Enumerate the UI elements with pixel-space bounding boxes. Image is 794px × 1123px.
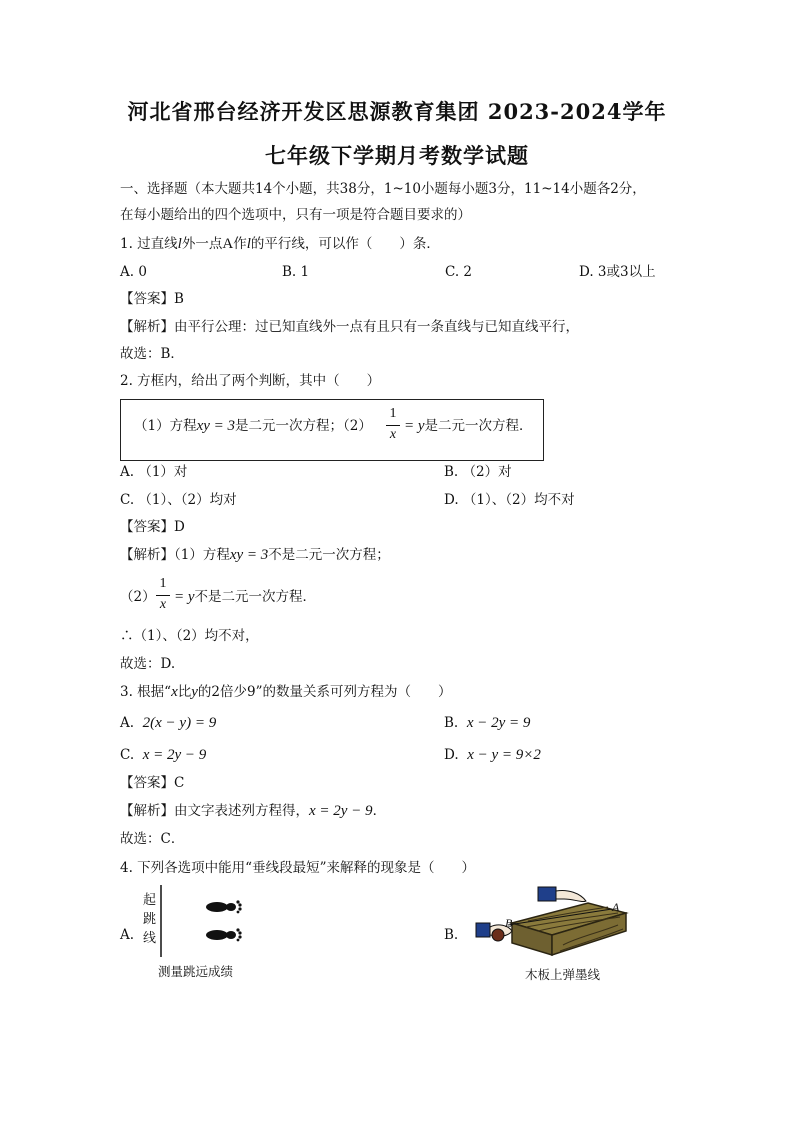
- q2-analysis2-num: 1: [159, 576, 167, 591]
- q1-option-a: A. 0: [120, 264, 147, 280]
- q2-analysis-line2: [174, 588, 316, 606]
- page-title: 河北省邢台经济开发区思源教育集团 2023-2024学年: [127, 99, 667, 124]
- q1-answer-label: 【答案】: [120, 291, 174, 307]
- q2-box-text2: [404, 417, 533, 435]
- q3-option-d-math: x − y = 9×2: [467, 747, 541, 763]
- q3-option-a: [120, 714, 216, 732]
- q1-analysis-label: 【解析】: [120, 319, 174, 335]
- q3-option-c: [120, 746, 206, 764]
- page-subtitle: 七年级下学期月考数学试题: [265, 143, 529, 168]
- q3-option-c-math: x = 2y − 9: [142, 747, 207, 763]
- q3-var-y: y: [191, 684, 198, 700]
- q1-var-l: l: [177, 236, 182, 252]
- q2-option-a: A. （1）对: [120, 464, 188, 480]
- q3-var-x: x: [171, 684, 178, 700]
- q2-analysis1-math: xy = 3: [229, 547, 269, 563]
- q3-stem-b: 比: [177, 684, 192, 700]
- q3-analysis-label: 【解析】: [120, 803, 174, 819]
- q2-answer-value: D: [174, 519, 185, 535]
- q1-conclusion: 故选：B．: [120, 346, 184, 362]
- wood-board-figure: [468, 885, 638, 965]
- q2-box-frac-num: 1: [389, 406, 397, 421]
- q4-option-a-text-3: 线: [143, 931, 157, 946]
- q4-option-a-label: A.: [120, 927, 135, 943]
- q1-option-b: B. 1: [282, 264, 310, 280]
- q2-analysis2-b: 不是二元一次方程．: [194, 589, 317, 605]
- q1-analysis-text: 由平行公理：过已知直线外一点有且只有一条直线与已知直线平行，: [174, 319, 579, 335]
- q3-stem-c: 的2倍少9”的数量关系可列方程为（ ）: [197, 684, 452, 700]
- q3-answer-label: 【答案】: [120, 775, 174, 791]
- q2-analysis-label: 【解析】: [120, 547, 174, 563]
- q2-therefore: ∴（1）、（2）均不对，: [120, 628, 259, 644]
- q1-answer-value: B: [174, 291, 184, 307]
- q2-box-frac-den: x: [389, 427, 397, 442]
- sleeve-icon-upper: [538, 887, 556, 901]
- q4-stem: 4. 下列各选项中能用“垂线段最短”来解释的现象是（ ）: [120, 860, 475, 876]
- q2-box-frac-bar: [386, 425, 400, 426]
- q2-box-part1: （1）方程: [134, 418, 197, 434]
- q2-box-text1: [134, 417, 372, 435]
- q4-option-b-point-a: A: [612, 900, 620, 914]
- sleeve-icon-lower: [476, 923, 490, 937]
- q3-option-c-label: C.: [120, 747, 135, 763]
- q3-option-a-label: A.: [120, 715, 135, 731]
- q3-stem: [120, 683, 452, 701]
- q1-answer: [120, 290, 184, 308]
- q2-analysis2-frac-bar: [156, 595, 170, 596]
- q2-stem: 2. 方框内，给出了两个判断，其中（ ）: [120, 373, 381, 389]
- q3-analysis-math: x = 2y − 9: [309, 803, 373, 819]
- q2-box-part3: 是二元一次方程．: [424, 418, 533, 434]
- q2-answer: [120, 518, 185, 536]
- q3-answer-value: C: [174, 775, 185, 791]
- q2-box-math1: xy = 3: [196, 418, 236, 434]
- section-heading-cont: 在每小题给出的四个选项中，只有一项是符合题目要求的）: [120, 207, 471, 223]
- q2-analysis1-a: （1）方程: [174, 547, 230, 563]
- q2-analysis-line1: [120, 546, 390, 564]
- hand-icon-upper: [556, 890, 586, 901]
- q4-option-a-caption: 测量跳远成绩: [158, 964, 234, 979]
- q2-answer-label: 【答案】: [120, 519, 174, 535]
- q3-stem-a: 3. 根据“: [120, 684, 172, 700]
- q2-conclusion: 故选：D.: [120, 656, 176, 672]
- q2-option-d: D. （1）、（2）均不对: [444, 492, 575, 508]
- q1-analysis: [120, 318, 579, 336]
- q1-option-d: D. 3或3以上: [579, 264, 656, 280]
- q3-analysis-end: ．: [372, 803, 387, 819]
- q1-var-l2: l: [246, 236, 251, 252]
- q1-stem-a: 1. 过直线: [120, 236, 178, 252]
- q4-option-b-caption: 木板上弹墨线: [525, 967, 601, 982]
- q3-analysis-text: 由文字表述列方程得，: [174, 803, 309, 819]
- q4-option-a-text-2: 跳: [143, 912, 157, 927]
- q2-analysis2-math: = y: [174, 589, 195, 605]
- q1-stem: [120, 235, 440, 253]
- q3-option-d-label: D.: [444, 747, 459, 763]
- q3-option-b-math: x − 2y = 9: [466, 715, 531, 731]
- q2-option-b: B. （2）对: [444, 464, 512, 480]
- q2-analysis2-a: （2）: [120, 589, 156, 605]
- q3-option-b-label: B.: [444, 715, 459, 731]
- jump-figure: [155, 885, 275, 965]
- q2-analysis1-b: 不是二元一次方程；: [268, 547, 390, 563]
- q1-stem-b: 外一点: [181, 236, 223, 252]
- q3-option-b: [444, 714, 530, 732]
- q3-option-a-math: 2(x − y) = 9: [142, 715, 217, 731]
- q1-stem-c: 作: [233, 236, 247, 252]
- section-heading: 一、选择题（本大题共14个小题，共38分，1~10小题每小题3分，11~14小题各2分，: [120, 181, 646, 197]
- q2-box-math2: = y: [404, 418, 425, 434]
- q2-option-c: C. （1）、（2）均对: [120, 492, 237, 508]
- q2-box-part2: 是二元一次方程；（2）: [235, 418, 372, 434]
- q2-analysis2-den: x: [159, 597, 167, 612]
- q3-answer: [120, 774, 184, 792]
- q3-option-d: [444, 746, 541, 764]
- q4-option-b-label: B.: [444, 927, 459, 943]
- footprint-icon-top: [206, 900, 242, 913]
- q4-option-a-text-1: 起: [143, 893, 157, 908]
- q1-var-A: A: [222, 236, 234, 252]
- q3-analysis: [120, 802, 386, 820]
- q4-option-b-point-b: B: [505, 916, 513, 930]
- q1-stem-d: 的平行线，可以作（ ）条．: [250, 236, 440, 252]
- q1-option-c: C. 2: [445, 264, 473, 280]
- ink-pot-icon: [492, 929, 504, 941]
- footprint-icon-bottom: [206, 928, 242, 941]
- q3-conclusion: 故选：C．: [120, 831, 185, 847]
